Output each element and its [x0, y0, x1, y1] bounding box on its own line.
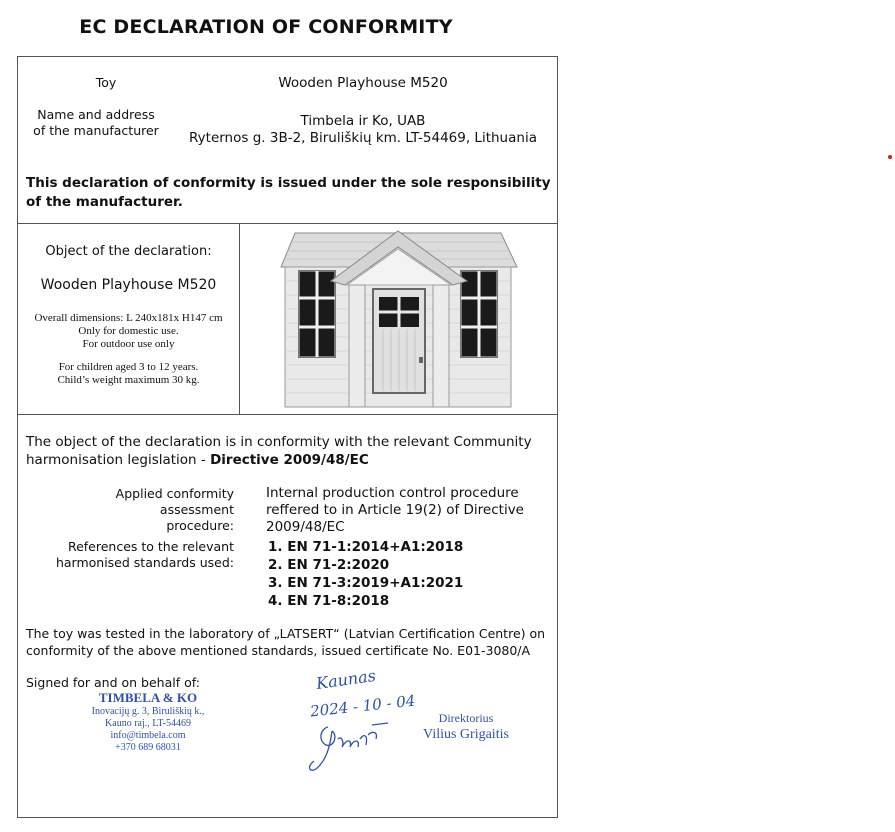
divider — [18, 414, 557, 415]
toy-label: Toy — [95, 75, 117, 90]
standard-item: 3. EN 71-3:2019+A1:2021 — [268, 575, 464, 591]
standard-item: 1. EN 71-1:2014+A1:2018 — [268, 539, 464, 555]
declaration-frame — [17, 56, 558, 818]
toy-value: Wooden Playhouse M520 — [278, 75, 448, 91]
manufacturer-value — [188, 113, 538, 147]
playhouse-image — [273, 229, 523, 409]
responsibility-statement: This declaration of conformity is issued under the sole responsibility of the manufacturer. — [26, 175, 551, 210]
object-details: Overall dimensions: L 240x181x H147 cm Only for domestic use. For outdoor use only For children aged 3 to 12 years. Child’s weight maximum 30 kg. — [34, 312, 223, 386]
testing-statement: The toy was tested in the laboratory of „LATSERT“ (Latvian Certification Centre) on conformity of the above mentioned standards, issued certificate No. E01-3080/A — [26, 626, 546, 658]
directive-reference: Directive 2009/48/EC — [210, 452, 369, 468]
manufacturer-label: Name and address of the manufacturer — [33, 107, 159, 138]
signed-label: Signed for and on behalf of: — [26, 675, 200, 690]
manufacturer-address: Ryternos g. 3B-2, Biruliškių km. LT-54469, Lithuania — [189, 130, 537, 146]
company-stamp: TIMBELA & KO Inovacijų g. 3, Biruliškių k., Kauno raj., LT-54469 info@timbela.com +370 689 68031 — [73, 690, 223, 754]
stamp-company-name: TIMBELA & KO — [98, 690, 198, 705]
procedure-label: Applied conformity assessment procedure: — [115, 486, 234, 533]
standards-label: References to the relevant harmonised standards used: — [55, 539, 234, 570]
divider — [18, 223, 557, 224]
signing-place: Kaunas — [314, 665, 377, 694]
conformity-statement: The object of the declaration is in conformity with the relevant Community harmonisation legislation - Directive 2009/48/EC — [26, 434, 532, 468]
divider — [239, 223, 240, 414]
signing-date: 2024 - 10 - 04 — [309, 691, 417, 721]
red-marker-dot — [888, 155, 892, 159]
procedure-value: Internal production control procedure reffered to in Article 19(2) of Directive 2009/48/EC — [266, 485, 524, 535]
standard-item: 4. EN 71-8:2018 — [268, 593, 390, 609]
standards-list — [268, 538, 548, 610]
document-title: EC DECLARATION OF CONFORMITY — [79, 16, 453, 38]
handwritten-signature — [298, 717, 418, 777]
manufacturer-name: Timbela ir Ko, UAB — [300, 113, 426, 129]
object-name: Wooden Playhouse M520 — [40, 277, 217, 293]
object-heading: Object of the declaration: — [45, 244, 212, 259]
signer-name: Vilius Grigaitis — [423, 727, 509, 742]
standard-item: 2. EN 71-2:2020 — [268, 557, 390, 573]
signer-role: Direktorius — [438, 711, 494, 725]
